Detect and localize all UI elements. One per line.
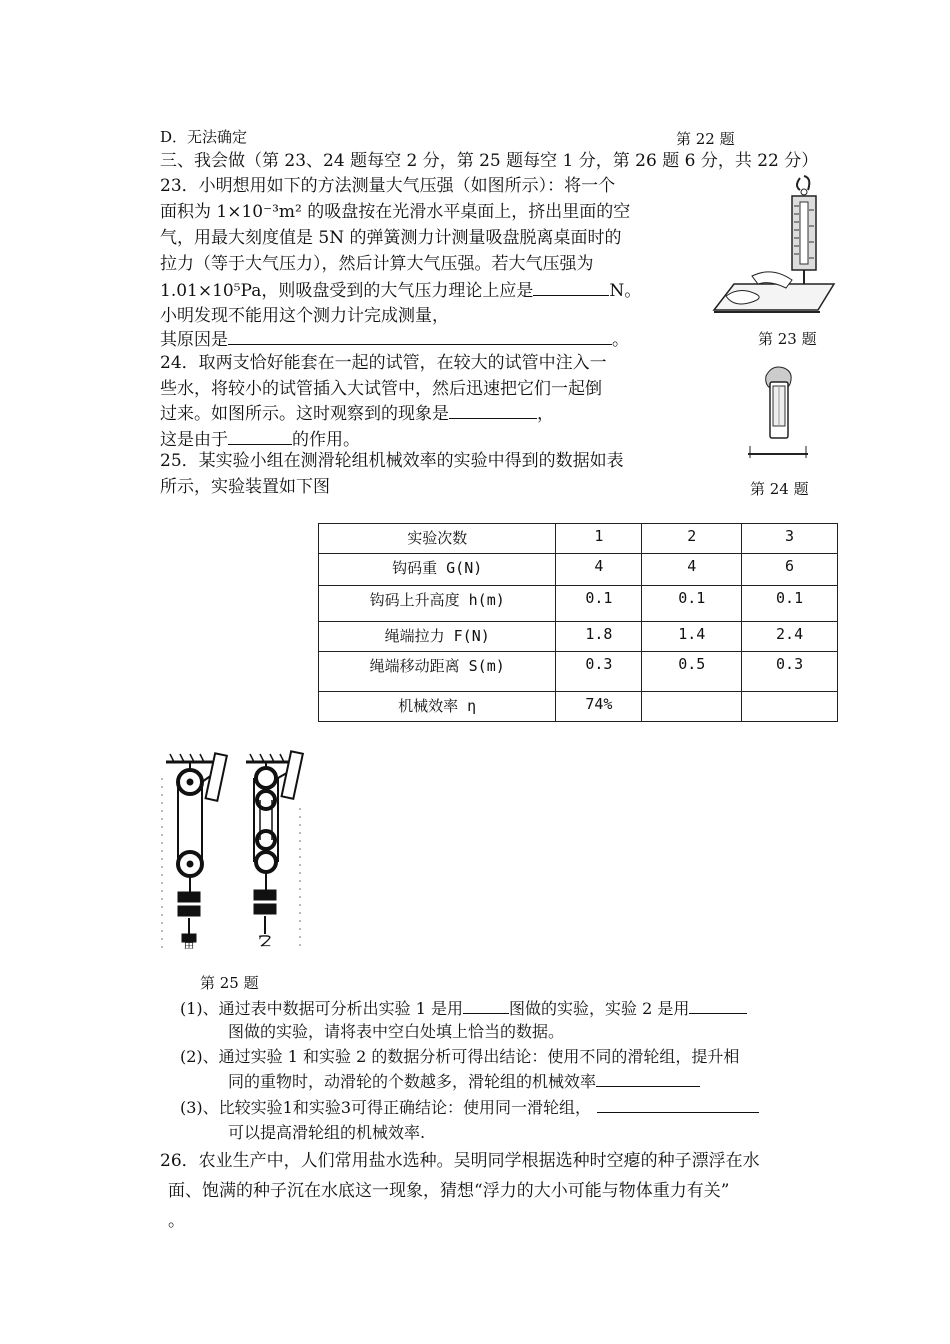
answer-cell-efficiency-2[interactable]	[642, 692, 742, 722]
table-cell: 1.4	[642, 622, 742, 652]
figure-q24-test-tubes	[744, 362, 812, 464]
table-cell: 0.5	[642, 652, 742, 692]
table-row	[319, 622, 838, 652]
q23-line-3: 气，用最大刻度值是 5N 的弹簧测力计测量吸盘脱离桌面时的	[160, 228, 622, 248]
table-cell: 4	[642, 554, 742, 586]
table-cell: 0.1	[742, 586, 838, 622]
answer-blank-q25-method[interactable]	[597, 1096, 759, 1113]
q25-sub2-line-1: (2)、通过实验 1 和实验 2 的数据分析可得出结论：使用不同的滑轮组，提升相	[180, 1047, 740, 1066]
table-cell: 0.1	[642, 586, 742, 622]
table-cell: 0.1	[556, 586, 642, 622]
pulley-setup-b	[246, 751, 303, 948]
q23-text-a: 1.01×10⁵Pa，则吸盘受到的大气压力理论上应是	[160, 281, 534, 301]
q25-sub3-text: (3)、比较实验1和实验3可得正确结论：使用同一滑轮组，	[180, 1098, 592, 1117]
q24-text-d: 的作用。	[292, 430, 360, 450]
q23-line-6: 小明发现不能用这个测力计完成测量，	[160, 306, 449, 326]
table-cell: 1	[556, 524, 642, 554]
table-cell: 2.4	[742, 622, 838, 652]
table-row	[319, 692, 838, 722]
table-cell: 绳端拉力 F(N)	[319, 622, 556, 652]
q23-text-reason: 其原因是	[160, 330, 228, 350]
answer-blank-q25-conclusion[interactable]	[596, 1070, 700, 1087]
q24-text-b: ，	[537, 404, 554, 424]
table-row	[319, 586, 838, 622]
q25-sub1-text-b: 图做的实验，实验 2 是用	[509, 999, 690, 1018]
section-three-heading: 三、我会做（第 23、24 题每空 2 分，第 25 题每空 1 分，第 26 题 6 分，共 22 分）	[160, 151, 819, 171]
q23-line-1: 23．小明想用如下的方法测量大气压强（如图所示）：将一个	[160, 176, 616, 196]
q24-text-c: 这是由于	[160, 430, 228, 450]
table-row	[319, 524, 838, 554]
answer-blank-q23-force[interactable]	[533, 279, 609, 296]
q25-sub2-text: 同的重物时，动滑轮的个数越多，滑轮组的机械效率	[228, 1072, 597, 1091]
q25-sub3-line-1	[180, 1096, 759, 1119]
q25-sub3-line-2: 可以提高滑轮组的机械效率.	[228, 1123, 426, 1142]
q25-sub1-line-1	[180, 997, 747, 1020]
table-row	[319, 554, 838, 586]
q25-sub1-line-2: 图做的实验，请将表中空白处填上恰当的数据。	[228, 1022, 565, 1041]
table-cell: 钩码重 G(N)	[319, 554, 556, 586]
table-cell: 1.8	[556, 622, 642, 652]
q23-line-4: 拉力（等于大气压力），然后计算大气压强。若大气压强为	[160, 254, 594, 274]
answer-blank-q25-exp2-figure[interactable]	[689, 997, 747, 1014]
q24-text-a: 过来。如图所示。这时观察到的现象是	[160, 404, 449, 424]
table-cell: 3	[742, 524, 838, 554]
answer-blank-q25-exp1-figure[interactable]	[463, 997, 509, 1014]
pulley-setup-a	[162, 753, 227, 948]
q24-line-2: 些水，将较小的试管插入大试管中，然后迅速把它们一起倒	[160, 379, 602, 399]
q23-text-end: 。	[612, 330, 629, 350]
q24-line-1: 24．取两支恰好能套在一起的试管，在较大的试管中注入一	[160, 353, 607, 373]
q24-line-4	[160, 428, 360, 451]
q26-line-2: 面、饱满的种子沉在水底这一现象，猜想“浮力的大小可能与物体重力有关”	[168, 1181, 730, 1201]
q26-line-1: 26．农业生产中，人们常用盐水选种。吴明同学根据选种时空瘪的种子漂浮在水	[160, 1151, 760, 1171]
q23-line-7	[160, 328, 629, 351]
q23-line-2: 面积为 1×10⁻³m² 的吸盘按在光滑水平桌面上，挤出里面的空	[160, 202, 631, 222]
q25-line-2: 所示，实验装置如下图	[160, 477, 330, 497]
table-cell: 4	[556, 554, 642, 586]
table-row	[319, 652, 838, 692]
q24-line-3	[160, 402, 554, 425]
table-cell: 绳端移动距离 S(m)	[319, 652, 556, 692]
caption-q24: 第 24 题	[750, 480, 809, 498]
table-cell: 钩码上升高度 h(m)	[319, 586, 556, 622]
table-cell: 0.3	[556, 652, 642, 692]
table-cell: 74%	[556, 692, 642, 722]
q23-text-b: N。	[609, 281, 642, 301]
q25-sub2-line-2	[228, 1070, 700, 1093]
answer-blank-q23-reason[interactable]	[228, 328, 612, 345]
q23-line-5	[160, 279, 641, 302]
pulley-label-b: 乙	[258, 932, 272, 947]
answer-blank-q24-phenomenon[interactable]	[449, 402, 537, 419]
caption-q23: 第 23 题	[758, 330, 817, 348]
experiment-data-table	[318, 523, 838, 722]
table-cell: 实验次数	[319, 524, 556, 554]
q25-line-1: 25．某实验小组在测滑轮组机械效率的实验中得到的数据如表	[160, 451, 624, 471]
q26-line-3: 。	[168, 1211, 185, 1231]
q25-sub1-text-a: (1)、通过表中数据可分析出实验 1 是用	[180, 999, 464, 1018]
table-cell: 机械效率 η	[319, 692, 556, 722]
table-cell: 2	[642, 524, 742, 554]
pulley-label-a: 甲	[183, 937, 195, 950]
answer-cell-efficiency-3[interactable]	[742, 692, 838, 722]
option-d: D．无法确定	[160, 128, 248, 146]
caption-q22: 第 22 题	[676, 130, 735, 148]
caption-q25: 第 25 题	[200, 974, 259, 992]
answer-blank-q24-cause[interactable]	[228, 428, 292, 445]
figure-q25-pulley-systems	[160, 748, 310, 950]
table-cell: 6	[742, 554, 838, 586]
figure-q23-spring-scale	[712, 172, 836, 314]
table-cell: 0.3	[742, 652, 838, 692]
